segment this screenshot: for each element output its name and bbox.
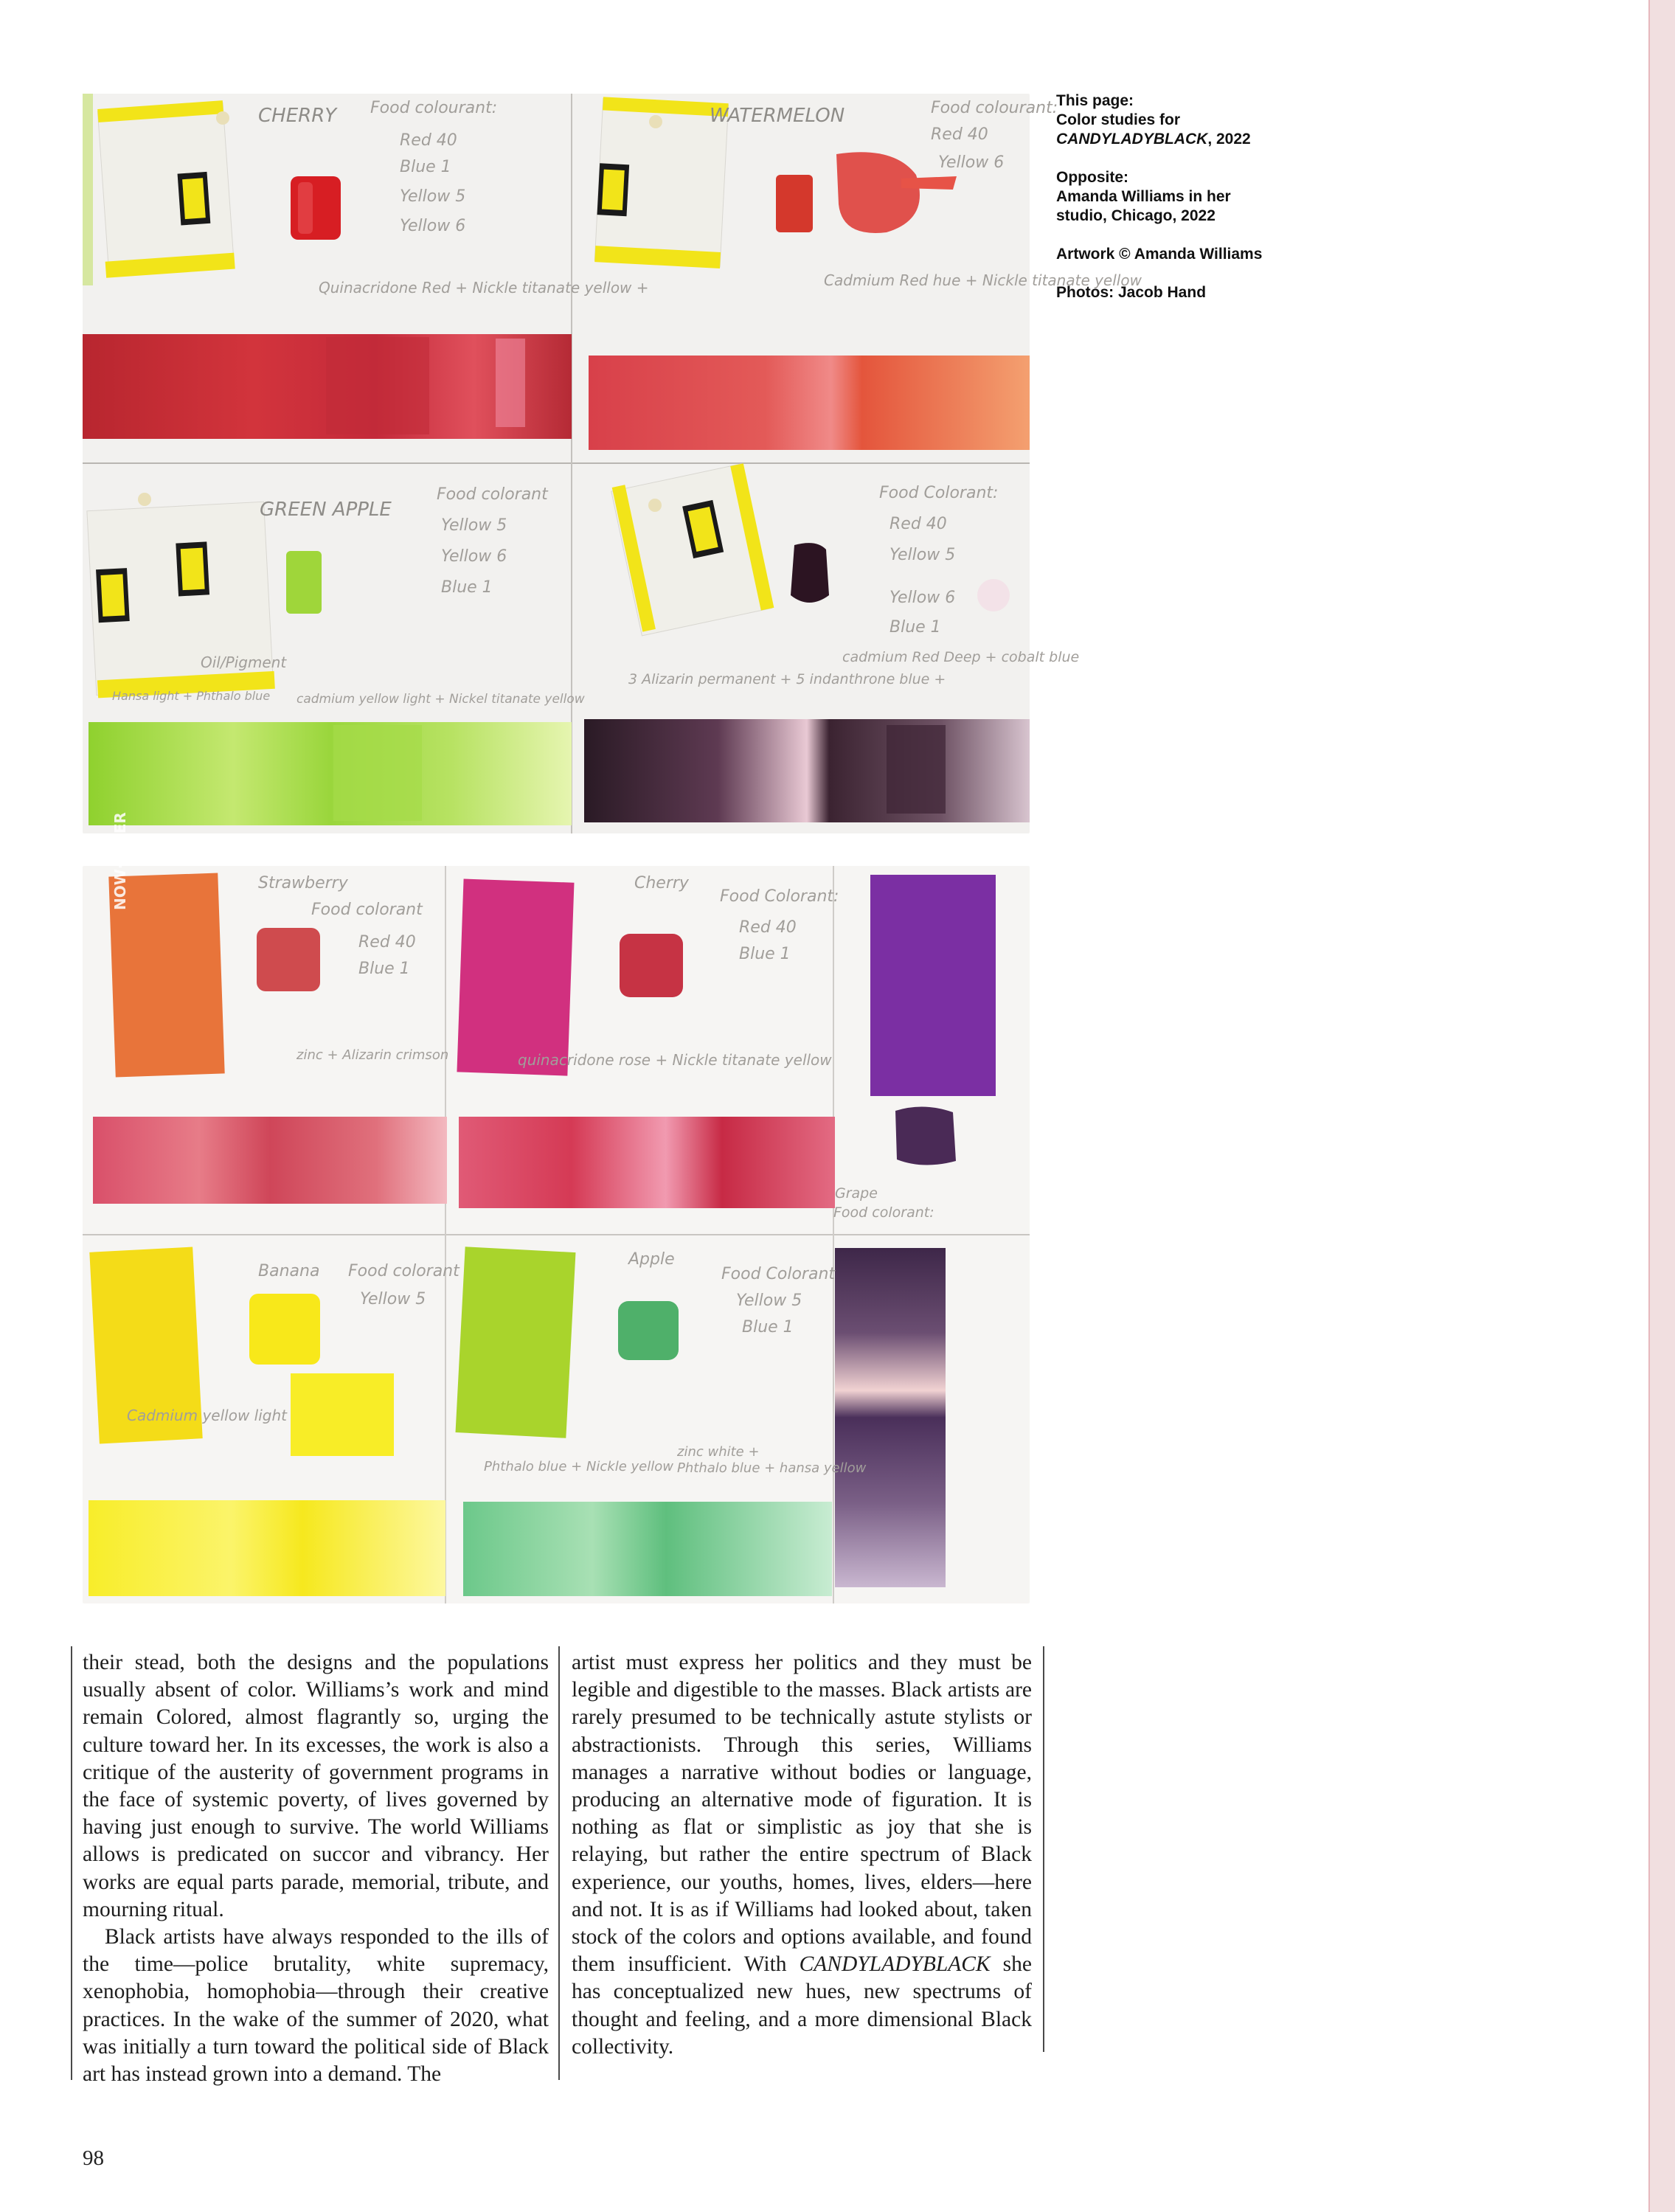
svg-text:Blue 1: Blue 1 xyxy=(400,158,451,176)
svg-text:zinc + Alizarin crimson: zinc + Alizarin crimson xyxy=(296,1047,449,1063)
body-text: she has conceptualized new hues, new spectrums of thought and feeling, and a more dimensional Black collectivity. xyxy=(572,1952,1032,2059)
caption-artwork-title: CANDYLADYBLACK xyxy=(1056,131,1208,148)
svg-text:Quinacridone Red + Nickle tita: Quinacridone Red + Nickle titanate yellow + xyxy=(319,279,649,297)
column-rule-left xyxy=(71,1646,72,2080)
svg-text:Food colorant: Food colorant xyxy=(311,901,423,919)
svg-text:Yellow 5: Yellow 5 xyxy=(441,516,507,535)
hw-cherry-title: CHERRY xyxy=(258,105,337,127)
svg-text:3 Alizarin permanent + 5 indan: 3 Alizarin permanent + 5 indanthrone blue + xyxy=(628,671,946,687)
svg-text:Yellow 5: Yellow 5 xyxy=(736,1292,802,1310)
svg-text:WATERMELON: WATERMELON xyxy=(710,105,845,127)
svg-text:cadmium yellow light + Nickel: cadmium yellow light + Nickel titanate yellow xyxy=(296,692,585,707)
page-number: 98 xyxy=(83,2146,104,2170)
svg-text:Red 40: Red 40 xyxy=(889,515,947,533)
svg-text:Hansa light + Phthalo blue: Hansa light + Phthalo blue xyxy=(112,689,271,703)
svg-text:Blue 1: Blue 1 xyxy=(742,1318,794,1336)
svg-text:NOW·LATER: NOW·LATER xyxy=(111,812,129,910)
svg-text:quinacridone rose + Nickle tit: quinacridone rose + Nickle titanate yellow xyxy=(518,1051,832,1069)
svg-text:Red 40: Red 40 xyxy=(400,131,457,150)
svg-text:zinc white +: zinc white + xyxy=(677,1444,760,1460)
svg-text:Apple: Apple xyxy=(628,1250,675,1269)
body-paragraph: Black artists have always responded to the ills of the time—police brutality, white supremacy, xenophobia, homophobia—through their creative practices. In the wake of the summer of 2020, what was initially a turn toward the political side of Black art has instead grown into a demand. The xyxy=(83,1925,549,2087)
svg-text:Phthalo blue + Nickle yellow: Phthalo blue + Nickle yellow xyxy=(484,1459,673,1474)
svg-text:Blue 1: Blue 1 xyxy=(739,945,791,963)
svg-text:Food colorant:: Food colorant: xyxy=(833,1204,934,1221)
svg-text:Banana: Banana xyxy=(258,1262,320,1280)
nl-strawberry-study xyxy=(93,812,447,1204)
svg-text:Cadmium Red hue + Nickle titan: Cadmium Red hue + Nickle titanate yellow xyxy=(824,271,1142,289)
caption-artwork-credit: Artwork © Amanda Williams xyxy=(1056,246,1263,263)
page-edge-tint xyxy=(1650,0,1675,2212)
svg-text:GREEN APPLE: GREEN APPLE xyxy=(260,499,392,521)
body-column-right xyxy=(572,1649,1032,2061)
svg-text:Red 40: Red 40 xyxy=(739,918,797,937)
jolly-green-apple-study xyxy=(87,493,572,825)
svg-text:cadmium Red Deep + cobalt blue: cadmium Red Deep + cobalt blue xyxy=(842,649,1080,665)
svg-text:Strawberry: Strawberry xyxy=(258,874,348,892)
jolly-grape-study xyxy=(584,460,1030,822)
svg-text:Food Colorant: Food Colorant xyxy=(721,1265,836,1283)
body-artwork-title: CANDYLADYBLACK xyxy=(799,1952,991,1977)
svg-text:Blue 1: Blue 1 xyxy=(889,618,941,637)
svg-text:Red 40: Red 40 xyxy=(931,125,988,144)
column-rule-right xyxy=(1043,1646,1044,2052)
svg-text:Yellow 6: Yellow 6 xyxy=(441,547,507,566)
svg-text:Food Colorant:: Food Colorant: xyxy=(879,484,999,502)
svg-text:Yellow 6: Yellow 6 xyxy=(938,153,1005,172)
svg-text:Yellow 6: Yellow 6 xyxy=(400,217,466,235)
caption-this-page: This page: xyxy=(1056,92,1134,109)
svg-text:Food colourant:: Food colourant: xyxy=(931,99,1058,117)
svg-text:Food colorant: Food colorant xyxy=(348,1262,460,1280)
color-study-photo-now-and-later xyxy=(83,812,1030,1603)
svg-text:Yellow 6: Yellow 6 xyxy=(889,589,956,607)
caption-photo-credit: Photos: Jacob Hand xyxy=(1056,284,1207,301)
svg-text:Oil/Pigment: Oil/Pigment xyxy=(201,653,287,671)
svg-text:Cherry: Cherry xyxy=(634,874,689,892)
caption-opposite-line3: studio, Chicago, 2022 xyxy=(1056,207,1215,224)
jolly-cherry-study xyxy=(83,94,572,439)
nl-grape-study xyxy=(835,875,996,1587)
caption-opposite-line2: Amanda Williams in her xyxy=(1056,188,1231,205)
svg-text:Red 40: Red 40 xyxy=(358,933,416,951)
svg-text:Food colourant:: Food colourant: xyxy=(370,99,498,117)
caption-opposite: Opposite: xyxy=(1056,169,1128,186)
body-paragraph: their stead, both the designs and the populations usually absent of color. Williams’s work and mind remain Colored, almost flagrantly so, urging the culture toward her. In its excesses, the work is also a critique of the austerity of government programs in the face of systemic poverty, of lives governed by having just enough to survive. The world Williams allows is predicated on succor and vibrancy. Her works are equal parts parade, memorial, tribute, and mourning ritual. xyxy=(83,1651,549,1921)
svg-text:Yellow 5: Yellow 5 xyxy=(889,546,956,564)
body-text: artist must express her politics and they must be legible and digestible to the masses. Black artists are rarely presumed to be technically astute stylists or abstractionists. Through this series, Williams manages a narrative without bodies or language, producing an alternative mode of figuration. It is nothing as flat or simplistic as joy that she is relaying, but rather the entire spectrum of Black experience, our youths, homes, lives, elders—here and not. It is as if Williams had looked about, taken stock of the colors and options available, and found them insufficient. With xyxy=(572,1651,1032,1977)
svg-text:Blue 1: Blue 1 xyxy=(441,578,493,597)
body-paragraph xyxy=(572,1649,1032,2061)
photo-caption xyxy=(1056,91,1292,322)
svg-text:Food colorant: Food colorant xyxy=(437,485,548,504)
body-column-left xyxy=(83,1649,549,2088)
svg-text:Yellow 5: Yellow 5 xyxy=(360,1290,426,1308)
svg-text:Blue 1: Blue 1 xyxy=(358,960,410,978)
svg-text:Phthalo blue + hansa yellow: Phthalo blue + hansa yellow xyxy=(677,1460,867,1476)
column-rule-middle xyxy=(558,1646,560,2080)
svg-text:Grape: Grape xyxy=(835,1185,878,1202)
svg-text:Yellow 5: Yellow 5 xyxy=(400,187,466,206)
svg-text:Cadmium yellow light: Cadmium yellow light xyxy=(127,1407,288,1424)
caption-year: , 2022 xyxy=(1207,131,1251,148)
svg-text:Food Colorant:: Food Colorant: xyxy=(720,887,839,906)
caption-color-studies: Color studies for xyxy=(1056,111,1181,128)
